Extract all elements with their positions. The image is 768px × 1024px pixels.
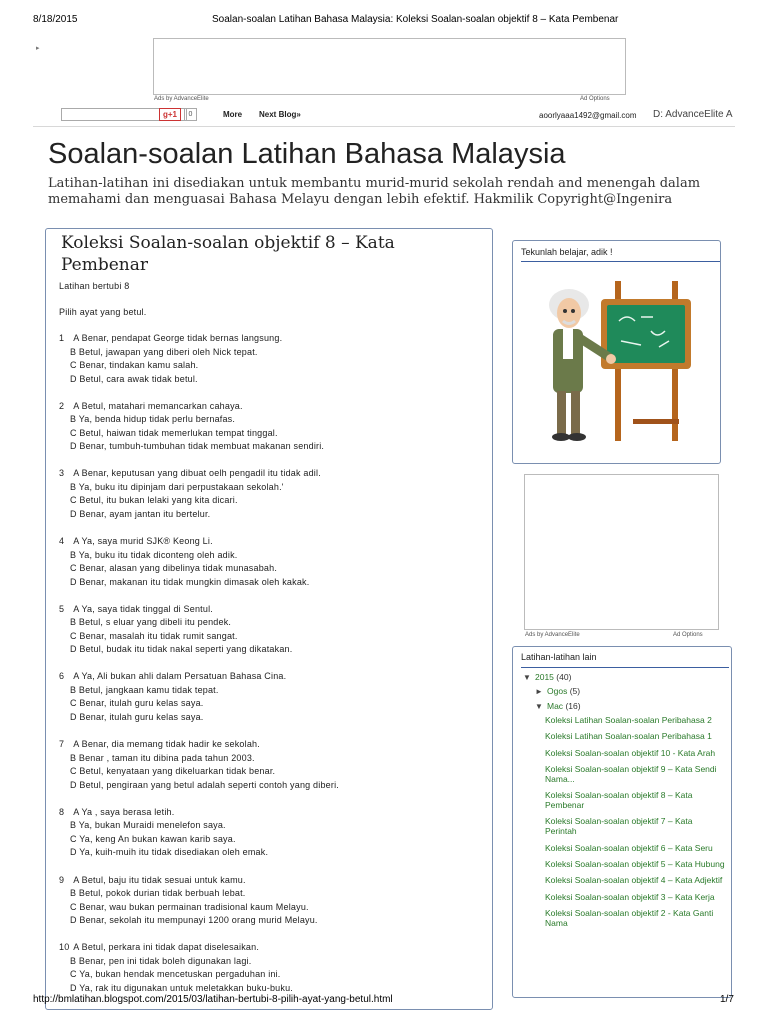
question-option-d: D Betul, cara awak tidak betul.: [70, 373, 198, 384]
question-list: [59, 332, 484, 995]
question-option-b: B Ya, buku itu tidak diconteng oleh adik.: [70, 549, 238, 560]
teacher-eye-left: [563, 309, 567, 313]
question-item: [59, 535, 484, 589]
post-container: [45, 228, 493, 1010]
side-ad-box[interactable]: [524, 474, 719, 630]
teacher-eye-right: [571, 309, 575, 313]
sidebar-image-widget: [512, 240, 721, 464]
question-item: [59, 941, 484, 995]
option-text: A Ya, saya murid SJK® Keong Li.: [73, 536, 213, 547]
option-text: A Benar, pendapat George tidak bernas langsung.: [73, 333, 283, 343]
question-number: 1: [59, 333, 65, 343]
triangle-down-icon[interactable]: ▼: [523, 673, 531, 682]
widget-divider: [521, 667, 729, 668]
question-number: 4: [59, 536, 65, 547]
question-option-b: B Betul, pokok durian tidak berbuah lebat.: [70, 888, 246, 898]
question-item: [59, 670, 484, 724]
question-option-c: C Betul, kenyataan yang dikeluarkan tidak benar.: [70, 766, 276, 777]
teacher-chalkboard-illustration: [541, 269, 691, 454]
blog-archive-widget: [512, 646, 732, 998]
question-number: 8: [59, 806, 65, 817]
question-number: 10: [59, 942, 70, 953]
chalkboard-surface: [607, 305, 685, 363]
triangle-down-icon[interactable]: ▼: [535, 702, 543, 711]
post-subtitle: Latihan bertubi 8: [59, 281, 130, 291]
question-option-b: B Ya, buku itu dipinjam dari perpustakaan sekolah.': [70, 481, 284, 492]
question-number: 6: [59, 671, 65, 682]
archive-month-count: (5): [569, 686, 581, 696]
archive-year-label[interactable]: 2015: [535, 672, 554, 682]
archive-month-mac[interactable]: [535, 701, 581, 711]
option-text: A Betul, matahari memancarkan cahaya.: [73, 400, 243, 411]
option-text: A Benar, dia memang tidak hadir ke sekolah.: [73, 739, 260, 750]
arrow-icon: ▸: [36, 45, 40, 52]
question-item: [59, 400, 484, 454]
archive-post-link[interactable]: Koleksi Latihan Soalan-soalan Peribahasa 1: [545, 731, 712, 742]
question-item: [59, 874, 484, 928]
question-number: 3: [59, 468, 65, 479]
archive-post-link[interactable]: Koleksi Soalan-soalan objektif 7 – Kata Perintah: [545, 816, 693, 837]
navbar-more-link[interactable]: More: [223, 110, 243, 119]
question-option-a: [59, 400, 484, 414]
widget-title: Tekunlah belajar, adik !: [521, 247, 613, 257]
question-option-c: C Benar, masalah itu tidak rumit sangat.: [70, 630, 238, 641]
print-url: http://bmlatihan.blogspot.com/2015/03/latihan-bertubi-8-pilih-ayat-yang-betul.html: [33, 994, 393, 1005]
print-date: 8/18/2015: [33, 14, 78, 25]
print-page-number: 1/7: [720, 994, 734, 1005]
archive-post-link[interactable]: Koleksi Soalan-soalan objektif 3 – Kata Kerja: [545, 891, 715, 902]
question-option-a: [59, 535, 484, 549]
question-option-d: D Betul, budak itu tidak nakal seperti yang dikatakan.: [70, 644, 293, 655]
option-text: A Ya , saya berasa letih.: [73, 806, 175, 817]
post-body: [59, 281, 484, 1009]
side-ad-caption[interactable]: Ads by AdvanceElite: [525, 632, 580, 638]
question-option-d: D Ya, rak itu digunakan untuk meletakkan buku-buku.: [70, 982, 293, 993]
archive-post-link[interactable]: Koleksi Latihan Soalan-soalan Peribahasa 2: [545, 715, 712, 725]
question-item: [59, 467, 484, 521]
archive-post-link[interactable]: Koleksi Soalan-soalan objektif 5 – Kata Hubung: [545, 859, 725, 870]
question-option-d: D Ya, kuih-muih itu tidak disediakan oleh emak.: [70, 847, 269, 858]
widget-title: Latihan-latihan lain: [521, 652, 597, 662]
question-option-b: B Betul, jangkaan kamu tidak tepat.: [70, 684, 219, 695]
question-option-b: B Betul, s eluar yang dibeli itu pendek.: [70, 617, 232, 628]
archive-post-link[interactable]: Koleksi Soalan-soalan objektif 9 – Kata Sendi Nama...: [545, 763, 717, 784]
teacher-shoe-right: [568, 433, 586, 441]
question-option-d: D Benar, itulah guru kelas saya.: [70, 711, 204, 722]
question-number: 2: [59, 400, 65, 411]
option-text: A Ya, Ali bukan ahli dalam Persatuan Bahasa Cina.: [73, 671, 287, 682]
archive-post-list: [545, 715, 725, 934]
question-option-a: [59, 941, 484, 955]
question-option-c: C Benar, tindakan kamu salah.: [70, 360, 199, 370]
top-ad-caption[interactable]: Ads by AdvanceElite: [154, 96, 209, 102]
question-option-a: [59, 670, 484, 684]
option-text: A Benar, keputusan yang dibuat oelh pengadil itu tidak adil.: [73, 468, 321, 479]
blogger-navbar: [33, 104, 735, 127]
gplus-button[interactable]: g+1: [159, 108, 181, 121]
question-option-a: [59, 874, 484, 888]
question-number: 7: [59, 739, 65, 750]
post-instruction: Pilih ayat yang betul.: [59, 307, 147, 317]
teacher-leg-left: [557, 391, 566, 435]
navbar-ad-brand[interactable]: D: AdvanceElite A: [653, 109, 733, 120]
easel-crossbar: [633, 419, 679, 424]
archive-year-count: (40): [556, 672, 572, 682]
teacher-leg-right: [571, 391, 580, 435]
question-item: [59, 738, 484, 792]
question-option-b: B Betul, jawapan yang diberi oleh Nick tepat.: [70, 346, 258, 357]
teacher-shirt: [563, 329, 573, 359]
question-option-c: C Betul, haiwan tidak memerlukan tempat tinggal.: [70, 427, 278, 438]
triangle-right-icon[interactable]: ►: [535, 687, 543, 696]
navbar-user-email[interactable]: aoorlyaaa1492@gmail.com: [539, 111, 637, 120]
top-ad-options[interactable]: Ad Options: [580, 96, 610, 102]
question-option-a: [59, 467, 484, 481]
question-option-c: C Ya, bukan hendak mencetuskan pergaduhan ini.: [70, 969, 281, 980]
question-option-b: B Ya, bukan Muraidi menelefon saya.: [70, 820, 226, 831]
top-ad-box[interactable]: [153, 38, 626, 95]
question-option-c: C Benar, wau bukan permainan tradisional kaum Melayu.: [70, 901, 309, 912]
question-option-b: B Benar , taman itu dibina pada tahun 2003.: [70, 752, 255, 763]
question-option-b: B Ya, benda hidup tidak perlu bernafas.: [70, 414, 236, 425]
archive-post-link[interactable]: Koleksi Soalan-soalan objektif 8 – Kata Pembenar: [545, 790, 693, 811]
option-text: A Ya, saya tidak tinggal di Sentul.: [73, 603, 213, 614]
question-option-a: [59, 738, 484, 752]
gplus-count: 0: [184, 108, 197, 121]
post-title[interactable]: Koleksi Soalan-soalan objektif 8 – Kata Pembenar: [61, 233, 395, 275]
question-number: 9: [59, 874, 65, 885]
archive-month-label[interactable]: Mac: [547, 701, 564, 711]
question-number: 5: [59, 603, 65, 614]
question-option-a: [59, 332, 484, 346]
question-item: [59, 806, 484, 860]
question-option-d: D Benar, sekolah itu mempunayi 1200 orang murid Melayu.: [70, 915, 318, 925]
question-option-c: C Betul, itu bukan lelaki yang kita dicari.: [70, 495, 238, 506]
option-text: A Betul, perkara ini tidak dapat diselesaikan.: [73, 942, 260, 953]
blog-title[interactable]: Soalan-soalan Latihan Bahasa Malaysia: [48, 138, 566, 170]
question-option-c: C Benar, alasan yang dibelinya tidak munasabah.: [70, 563, 278, 574]
teacher-hand: [606, 354, 616, 364]
question-item: [59, 332, 484, 386]
archive-month-count: (16): [565, 701, 581, 711]
question-option-a: [59, 603, 484, 617]
question-option-d: D Benar, ayam jantan itu bertelur.: [70, 508, 211, 519]
question-option-d: D Benar, makanan itu tidak mungkin dimasak oleh kakak.: [70, 576, 310, 587]
archive-post-link[interactable]: Koleksi Soalan-soalan objektif 6 – Kata Seru: [545, 842, 713, 853]
archive-month-ogos[interactable]: [535, 686, 580, 696]
question-option-a: [59, 806, 484, 820]
archive-month-label[interactable]: Ogos: [547, 686, 568, 696]
question-option-d: D Benar, tumbuh-tumbuhan tidak membuat makanan sendiri.: [70, 441, 325, 452]
archive-year-2015[interactable]: [523, 672, 571, 682]
archive-post-link[interactable]: Koleksi Soalan-soalan objektif 4 – Kata Adjektif: [545, 875, 723, 886]
widget-divider: [521, 261, 720, 262]
side-ad-options[interactable]: Ad Options: [673, 632, 703, 638]
question-option-d: D Betul, pengiraan yang betul adalah seperti contoh yang diberi.: [70, 779, 339, 790]
print-title: Soalan-soalan Latihan Bahasa Malaysia: Koleksi Soalan-soalan objektif 8 – Kata Pembenar: [212, 14, 619, 25]
teacher-shoe-left: [552, 433, 570, 441]
navbar-next-blog-link[interactable]: Next Blog»: [259, 110, 301, 119]
archive-post-link[interactable]: Koleksi Soalan-soalan objektif 2 - Kata Ganti Nama: [545, 907, 714, 928]
blog-description: Latihan-latihan ini disediakan untuk membantu murid-murid sekolah rendah and menengah dalam memahami dan menguasai Bahasa Melayu dengan lebih efektif. Hakmilik Copyright@Ingenira: [48, 176, 701, 207]
option-text: A Betul, baju itu tidak sesuai untuk kamu.: [73, 874, 246, 885]
question-option-c: C Benar, itulah guru kelas saya.: [70, 698, 204, 709]
question-option-c: C Ya, keng An bukan kawan karib saya.: [70, 833, 236, 844]
archive-post-link[interactable]: Koleksi Soalan-soalan objektif 10 - Kata Arah: [545, 747, 716, 758]
question-item: [59, 603, 484, 657]
question-option-b: B Benar, pen ini tidak boleh digunakan lagi.: [70, 955, 252, 966]
